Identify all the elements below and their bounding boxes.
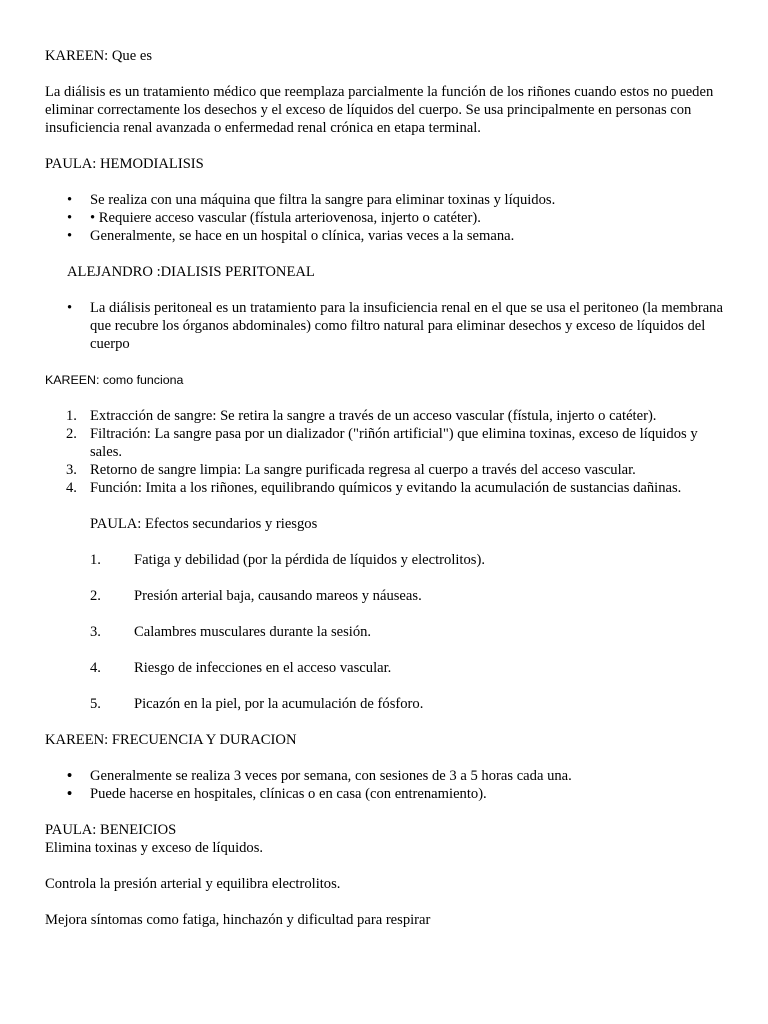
list-item xyxy=(45,587,725,605)
list-item-text: Riesgo de infecciones en el acceso vascular. xyxy=(134,660,392,676)
peritoneal-list xyxy=(45,299,725,353)
como-funciona-list xyxy=(45,407,725,497)
list-item xyxy=(45,623,725,641)
list-item-text: Retorno de sangre limpia: La sangre purificada regresa al cuerpo a través del acceso vascular. xyxy=(90,462,636,478)
list-item-text: Presión arterial baja, causando mareos y náuseas. xyxy=(134,588,422,604)
list-item xyxy=(45,299,725,353)
list-item-text: La diálisis peritoneal es un tratamiento para la insuficiencia renal en el que se usa el peritoneo (la membrana que recubre los órganos abdominales) como filtro natural para eliminar desechos y exceso de líquidos del cuerpo xyxy=(90,300,723,352)
document-page xyxy=(45,47,725,929)
bullet-icon: • xyxy=(67,228,73,244)
list-number: 2. xyxy=(90,588,101,604)
list-number: 3. xyxy=(66,462,77,478)
section-heading-efectos-secundarios: PAULA: Efectos secundarios y riesgos xyxy=(90,516,318,532)
bullet-icon: • xyxy=(67,210,73,226)
section-heading-dialisis-peritoneal: ALEJANDRO :DIALISIS PERITONEAL xyxy=(67,264,315,280)
list-number: 1. xyxy=(90,552,101,568)
bullet-icon: • xyxy=(67,192,73,208)
list-item-text: Puede hacerse en hospitales, clínicas o en casa (con entrenamiento). xyxy=(90,786,487,802)
list-item-text: Función: Imita a los riñones, equilibrando químicos y evitando la acumulación de sustancias dañinas. xyxy=(90,480,682,496)
list-item-text: Calambres musculares durante la sesión. xyxy=(134,624,372,640)
frecuencia-list xyxy=(45,767,725,803)
benefit-line: Controla la presión arterial y equilibra electrolitos. xyxy=(45,876,341,892)
list-item xyxy=(45,551,725,569)
list-item xyxy=(45,659,725,677)
list-item-text: Se realiza con una máquina que filtra la sangre para eliminar toxinas y líquidos. xyxy=(90,192,556,208)
list-item xyxy=(45,425,725,461)
list-item xyxy=(45,209,725,227)
list-item-text: Picazón en la piel, por la acumulación de fósforo. xyxy=(134,696,424,712)
list-item-text: Extracción de sangre: Se retira la sangre a través de un acceso vascular (fístula, injerto o catéter). xyxy=(90,408,657,424)
section-heading-como-funciona: KAREEN: como funciona xyxy=(45,373,184,387)
list-number: 3. xyxy=(90,624,101,640)
list-item-text: Generalmente, se hace en un hospital o clínica, varias veces a la semana. xyxy=(90,228,515,244)
list-item xyxy=(45,407,725,425)
benefit-line: Mejora síntomas como fatiga, hinchazón y dificultad para respirar xyxy=(45,912,431,928)
list-item xyxy=(45,695,725,713)
list-item xyxy=(45,479,725,497)
list-item-text: • Requiere acceso vascular (fístula arteriovenosa, injerto o catéter). xyxy=(90,210,481,226)
section-heading-hemodialisis: PAULA: HEMODIALISIS xyxy=(45,156,204,172)
list-item-text: Filtración: La sangre pasa por un dializador ("riñón artificial") que elimina toxinas, exceso de líquidos y sales. xyxy=(90,426,698,460)
list-number: 2. xyxy=(66,426,77,442)
benefit-line: Elimina toxinas y exceso de líquidos. xyxy=(45,840,264,856)
list-number: 4. xyxy=(90,660,101,676)
list-item xyxy=(45,461,725,479)
list-number: 1. xyxy=(66,408,77,424)
list-number: 4. xyxy=(66,480,77,496)
bullet-icon: • xyxy=(67,768,73,784)
list-item xyxy=(45,767,725,785)
list-item xyxy=(45,191,725,209)
list-item xyxy=(45,227,725,245)
list-item-text: Generalmente se realiza 3 veces por semana, con sesiones de 3 a 5 horas cada una. xyxy=(90,768,572,784)
intro-paragraph: La diálisis es un tratamiento médico que reemplaza parcialmente la función de los riñones cuando estos no pueden eliminar correctamente los desechos y el exceso de líquidos del cuerpo. Se usa principalmente en personas con insuficiencia renal avanzada o enfermedad renal crónica en etapa terminal. xyxy=(45,84,714,136)
hemodialisis-list xyxy=(45,191,725,245)
efectos-secundarios-list xyxy=(45,551,725,713)
list-item-text: Fatiga y debilidad (por la pérdida de líquidos y electrolitos). xyxy=(134,552,485,568)
section-heading-beneficios: PAULA: BENEICIOS xyxy=(45,822,177,838)
bullet-icon: • xyxy=(67,300,73,316)
section-heading-frecuencia: KAREEN: FRECUENCIA Y DURACION xyxy=(45,732,297,748)
list-number: 5. xyxy=(90,696,101,712)
section-heading-que-es: KAREEN: Que es xyxy=(45,48,153,64)
bullet-icon: • xyxy=(67,786,73,802)
list-item xyxy=(45,785,725,803)
